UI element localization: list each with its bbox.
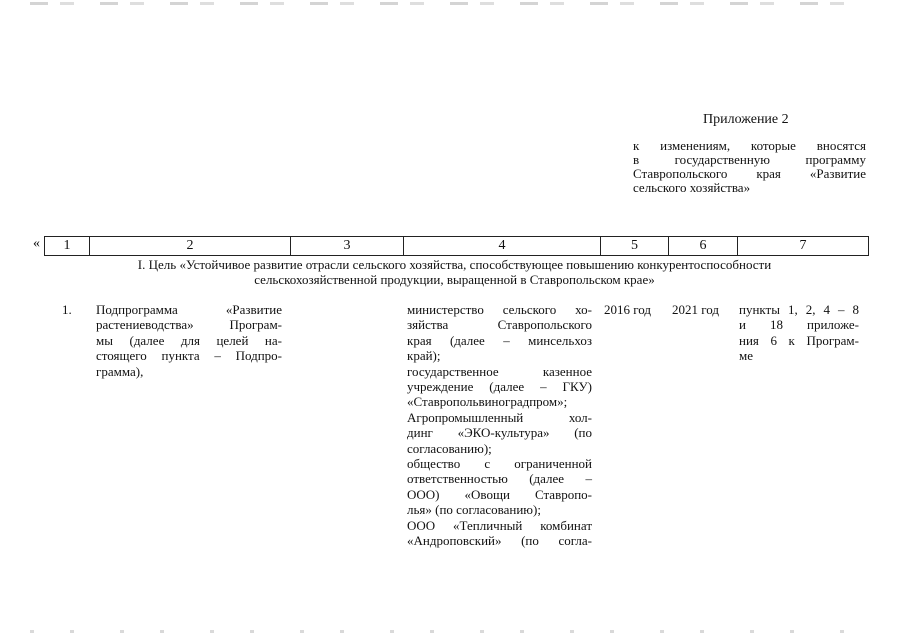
scan-noise-bottom bbox=[30, 630, 870, 633]
executor-line: края (далее – минсельхоз bbox=[407, 332, 592, 348]
executor-line: государственное казенное bbox=[407, 363, 592, 379]
indicator-line: пункты 1, 2, 4 – 8 bbox=[739, 302, 859, 317]
executor-line: ответственностью (далее – bbox=[407, 471, 592, 487]
subprogram-name bbox=[96, 302, 282, 379]
executor-line: лья» (по согласованию); bbox=[407, 502, 541, 518]
column-number-cell: 5 bbox=[600, 237, 668, 255]
indicator-line: ме bbox=[739, 348, 753, 364]
column-number-cell: 2 bbox=[89, 237, 290, 255]
executor-line: ООО «Тепличный комбинат bbox=[407, 517, 592, 533]
subprogram-name-line: мы (далее для целей на- bbox=[96, 332, 282, 348]
subprogram-name-line: Подпрограмма «Развитие bbox=[96, 302, 282, 317]
executor-line: «Ставропольвиноградпром»; bbox=[407, 394, 568, 410]
section-heading-line: сельскохозяйственной продукции, выращенной в Ставропольском крае» bbox=[254, 272, 655, 287]
appendix-note-line: Ставропольского края «Развитие bbox=[633, 166, 866, 181]
start-year: 2016 год bbox=[604, 302, 651, 317]
executor-line: динг «ЭКО-культура» (по bbox=[407, 425, 592, 441]
subprogram-name-line: растениеводства» Програм- bbox=[96, 317, 282, 333]
scan-noise-top bbox=[30, 2, 870, 5]
executors-list bbox=[407, 302, 592, 549]
column-number-cell: 6 bbox=[668, 237, 737, 255]
subprogram-name-line: грамма), bbox=[96, 363, 144, 379]
executor-line: «Андроповский» (по согла- bbox=[407, 533, 592, 549]
column-number-cell: 4 bbox=[403, 237, 600, 255]
table-open-quote: « bbox=[33, 236, 40, 251]
executor-line: край); bbox=[407, 348, 441, 364]
appendix-note-line: к изменениям, которые вносятся bbox=[633, 138, 866, 153]
row-number: 1. bbox=[62, 302, 72, 317]
indicator-reference bbox=[739, 302, 859, 364]
appendix-note bbox=[633, 139, 866, 195]
executor-line: министерство сельского хо- bbox=[407, 302, 592, 317]
indicator-line: и 18 приложе- bbox=[739, 317, 859, 333]
appendix-note-line: сельского хозяйства» bbox=[633, 180, 751, 195]
indicator-line: ния 6 к Програм- bbox=[739, 332, 859, 348]
executor-line: зяйства Ставропольского bbox=[407, 317, 592, 333]
executor-line: ООО) «Овощи Ставропо- bbox=[407, 486, 592, 502]
subprogram-name-line: стоящего пункта – Подпро- bbox=[96, 348, 282, 364]
executor-line: согласованию); bbox=[407, 440, 492, 456]
appendix-title: Приложение 2 bbox=[703, 112, 789, 127]
executor-line: Агропромышленный хол- bbox=[407, 409, 592, 425]
column-number-row bbox=[44, 236, 869, 256]
column-number-cell: 7 bbox=[737, 237, 868, 255]
executor-line: учреждение (далее – ГКУ) bbox=[407, 379, 592, 395]
appendix-note-line: в государственную программу bbox=[633, 152, 866, 167]
column-number-cell: 3 bbox=[290, 237, 403, 255]
end-year: 2021 год bbox=[672, 302, 719, 317]
section-heading-line: I. Цель «Устойчивое развитие отрасли сельского хозяйства, способствующее повышению конкурентоспособности bbox=[137, 257, 772, 272]
section-heading bbox=[44, 257, 865, 287]
column-number-cell: 1 bbox=[63, 238, 71, 253]
executor-line: общество с ограниченной bbox=[407, 456, 592, 472]
